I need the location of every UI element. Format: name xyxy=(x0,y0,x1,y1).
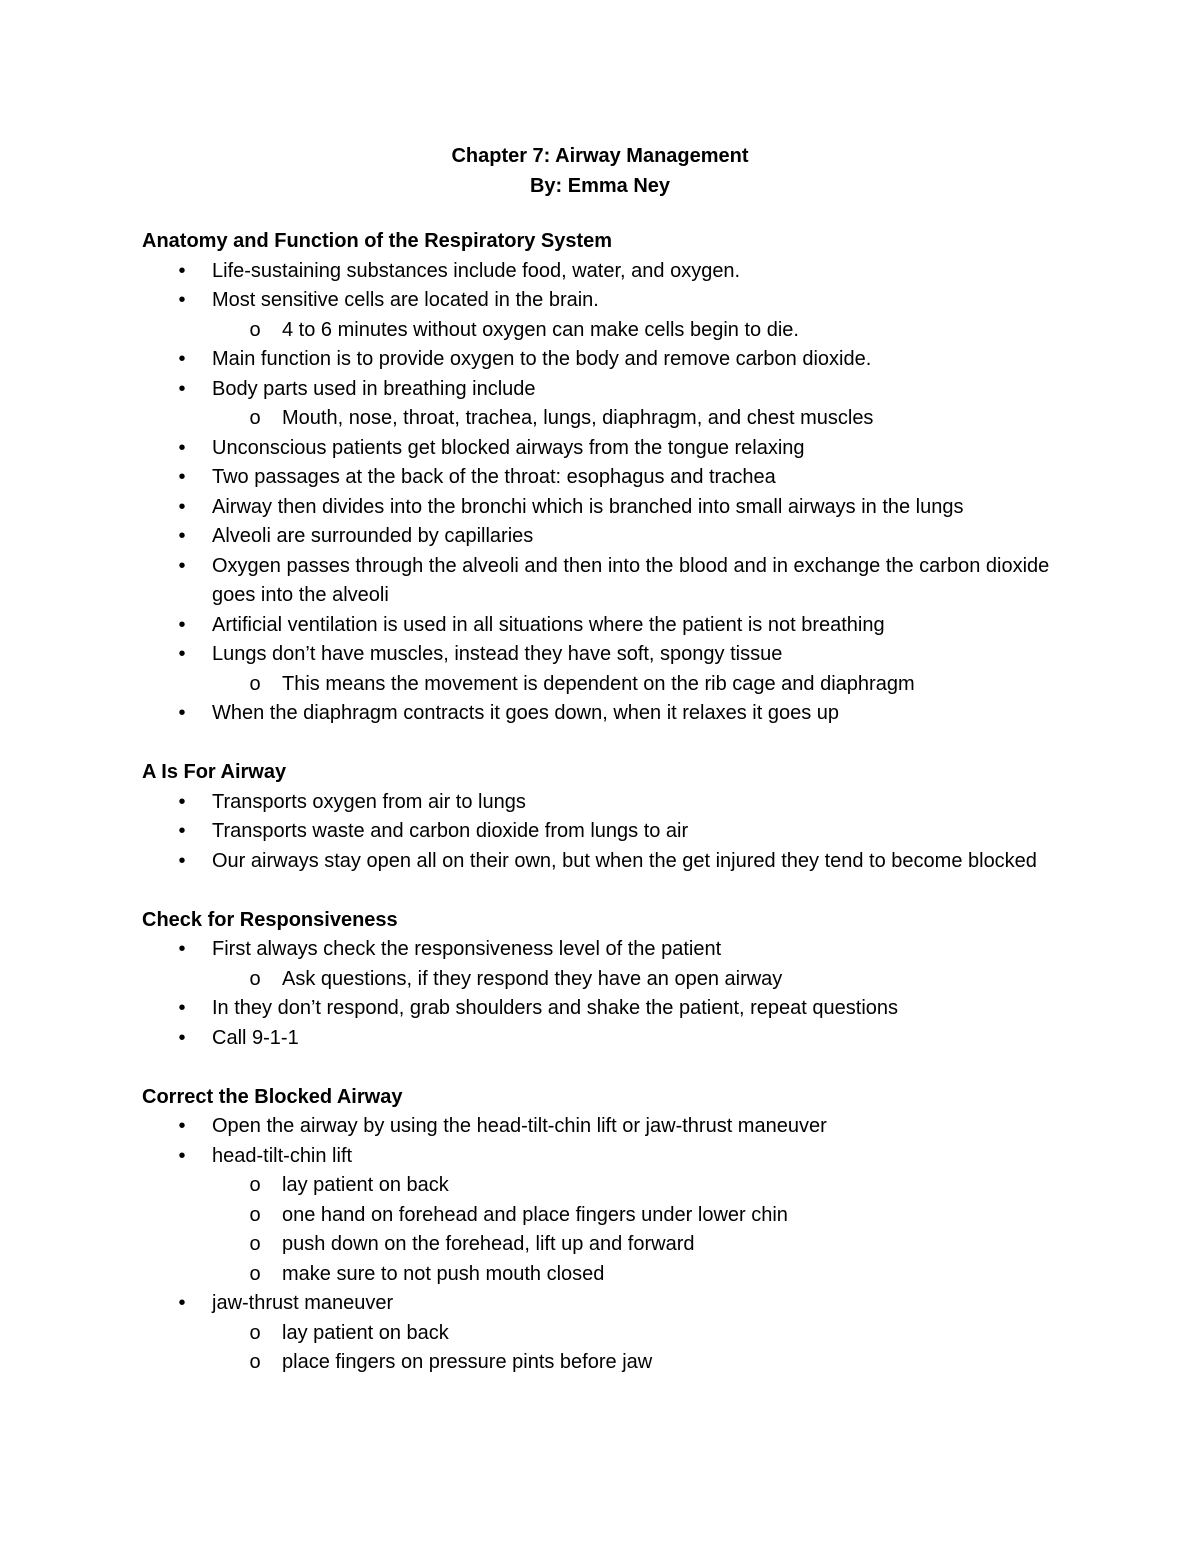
sub-list-item xyxy=(212,1260,1062,1290)
list-item-text: Airway then divides into the bronchi which is branched into small airways in the lungs xyxy=(212,495,964,518)
list-item-text: Artificial ventilation is used in all situations where the patient is not breathing xyxy=(212,613,885,636)
hollow-bullet-icon: o xyxy=(249,1351,261,1373)
bullet-icon: • xyxy=(178,849,186,872)
list-item-text: Our airways stay open all on their own, but when the get injured they tend to become blocked xyxy=(212,849,1037,872)
list-item xyxy=(142,817,1062,847)
list-item-text: jaw-thrust maneuver xyxy=(212,1292,394,1314)
section xyxy=(142,758,1062,876)
list-item-text: When the diaphragm contracts it goes down, when it relaxes it goes up xyxy=(212,702,840,724)
section xyxy=(142,906,1062,1054)
list-item xyxy=(142,699,1062,729)
sub-list-item xyxy=(212,670,1062,700)
bullet-icon: • xyxy=(178,790,186,813)
hollow-bullet-icon: o xyxy=(249,1233,261,1255)
bullet-icon: • xyxy=(178,259,186,282)
hollow-bullet-icon: o xyxy=(249,1262,261,1285)
list-item xyxy=(142,1112,1062,1142)
section xyxy=(142,1083,1062,1378)
list-item xyxy=(142,935,1062,994)
bullet-icon: • xyxy=(178,1292,186,1314)
bullet-icon: • xyxy=(178,1026,186,1049)
list-item xyxy=(142,463,1062,493)
sub-list-item xyxy=(212,1230,1062,1260)
list-item xyxy=(142,434,1062,464)
list-item xyxy=(142,552,1062,611)
list-item xyxy=(142,375,1062,434)
list-item xyxy=(142,522,1062,552)
hollow-bullet-icon: o xyxy=(249,967,261,990)
sub-list-item xyxy=(212,316,1062,346)
list-item-text: Call 9-1-1 xyxy=(212,1026,299,1049)
bullet-icon: • xyxy=(178,1115,186,1137)
sub-list-item-text: make sure to not push mouth closed xyxy=(282,1262,605,1285)
bullet-icon: • xyxy=(178,820,186,842)
bullet-list xyxy=(142,788,1062,877)
sub-list-item xyxy=(212,404,1062,434)
title-block xyxy=(0,142,1200,201)
list-item xyxy=(142,788,1062,818)
hollow-bullet-icon: o xyxy=(249,407,261,429)
list-item xyxy=(142,345,1062,375)
list-item-text: In they don’t respond, grab shoulders and shake the patient, repeat questions xyxy=(212,997,899,1019)
list-item-text: Transports oxygen from air to lungs xyxy=(212,790,526,813)
hollow-bullet-icon: o xyxy=(249,318,261,341)
sub-bullet-list xyxy=(212,965,1062,995)
bullet-list xyxy=(142,935,1062,1053)
list-item xyxy=(142,611,1062,641)
sub-list-item-text: lay patient on back xyxy=(282,1174,449,1196)
list-item-text: Transports waste and carbon dioxide from lungs to air xyxy=(212,820,689,842)
sub-bullet-list xyxy=(212,316,1062,346)
section-heading: A Is For Airway xyxy=(142,761,287,783)
list-item xyxy=(142,640,1062,699)
sub-list-item xyxy=(212,1171,1062,1201)
sub-list-item-text: one hand on forehead and place fingers under lower chin xyxy=(282,1203,788,1226)
document-author: By: Emma Ney xyxy=(529,174,671,197)
bullet-icon: • xyxy=(178,554,186,577)
hollow-bullet-icon: o xyxy=(249,1174,261,1196)
list-item-text: Oxygen passes through the alveoli and then into the blood and in exchange the carbon dioxide goes into the alveoli xyxy=(212,554,1050,606)
bullet-icon: • xyxy=(178,348,186,370)
bullet-icon: • xyxy=(178,466,186,488)
sub-list-item-text: place fingers on pressure pints before jaw xyxy=(282,1351,653,1373)
bullet-list xyxy=(142,257,1062,729)
bullet-icon: • xyxy=(178,1144,186,1167)
sub-list-item-text: push down on the forehead, lift up and forward xyxy=(282,1233,695,1255)
sub-list-item xyxy=(212,1348,1062,1378)
list-item xyxy=(142,1289,1062,1378)
bullet-icon: • xyxy=(178,495,186,518)
sub-bullet-list xyxy=(212,404,1062,434)
bullet-list xyxy=(142,1112,1062,1378)
sub-list-item-text: Ask questions, if they respond they have an open airway xyxy=(282,967,783,990)
sub-list-item-text: lay patient on back xyxy=(282,1321,449,1344)
list-item xyxy=(142,1024,1062,1054)
list-item-text: Lungs don’t have muscles, instead they have soft, spongy tissue xyxy=(212,643,783,665)
hollow-bullet-icon: o xyxy=(249,1321,261,1344)
list-item-text: First always check the responsiveness level of the patient xyxy=(212,938,722,960)
bullet-icon: • xyxy=(178,613,186,636)
sub-list-item-text: 4 to 6 minutes without oxygen can make cells begin to die. xyxy=(282,318,799,341)
sub-bullet-list xyxy=(212,1319,1062,1378)
bullet-icon: • xyxy=(178,436,186,459)
hollow-bullet-icon: o xyxy=(249,1203,261,1226)
sub-list-item-text: This means the movement is dependent on the rib cage and diaphragm xyxy=(282,672,915,695)
sub-bullet-list xyxy=(212,670,1062,700)
sub-bullet-list xyxy=(212,1171,1062,1289)
list-item-text: Open the airway by using the head-tilt-chin lift or jaw-thrust maneuver xyxy=(212,1115,827,1137)
section-heading: Check for Responsiveness xyxy=(142,908,398,931)
section-heading: Correct the Blocked Airway xyxy=(142,1085,403,1108)
sub-list-item xyxy=(212,1201,1062,1231)
bullet-icon: • xyxy=(178,997,186,1019)
sub-list-item-text: Mouth, nose, throat, trachea, lungs, diaphragm, and chest muscles xyxy=(282,407,874,429)
list-item-text: Life-sustaining substances include food, water, and oxygen. xyxy=(212,259,741,282)
bullet-icon: • xyxy=(178,643,186,665)
list-item-text: Main function is to provide oxygen to the body and remove carbon dioxide. xyxy=(212,348,872,370)
list-item xyxy=(142,1142,1062,1290)
list-item-text: Unconscious patients get blocked airways from the tongue relaxing xyxy=(212,436,805,459)
list-item xyxy=(142,286,1062,345)
bullet-icon: • xyxy=(178,938,186,960)
list-item-text: head-tilt-chin lift xyxy=(212,1144,353,1167)
list-item xyxy=(142,257,1062,287)
hollow-bullet-icon: o xyxy=(249,672,261,695)
document-body xyxy=(142,227,1062,1407)
bullet-icon: • xyxy=(178,289,186,311)
list-item-text: Body parts used in breathing include xyxy=(212,377,536,400)
bullet-icon: • xyxy=(178,525,186,547)
list-item xyxy=(142,994,1062,1024)
list-item-text: Most sensitive cells are located in the brain. xyxy=(212,289,599,311)
list-item xyxy=(142,847,1062,877)
list-item-text: Two passages at the back of the throat: esophagus and trachea xyxy=(212,466,776,488)
list-item-text: Alveoli are surrounded by capillaries xyxy=(212,525,534,547)
sub-list-item xyxy=(212,965,1062,995)
section xyxy=(142,227,1062,729)
bullet-icon: • xyxy=(178,377,186,400)
bullet-icon: • xyxy=(178,702,186,724)
sub-list-item xyxy=(212,1319,1062,1349)
section-heading: Anatomy and Function of the Respiratory System xyxy=(142,230,613,252)
list-item xyxy=(142,493,1062,523)
document-title: Chapter 7: Airway Management xyxy=(451,145,749,167)
